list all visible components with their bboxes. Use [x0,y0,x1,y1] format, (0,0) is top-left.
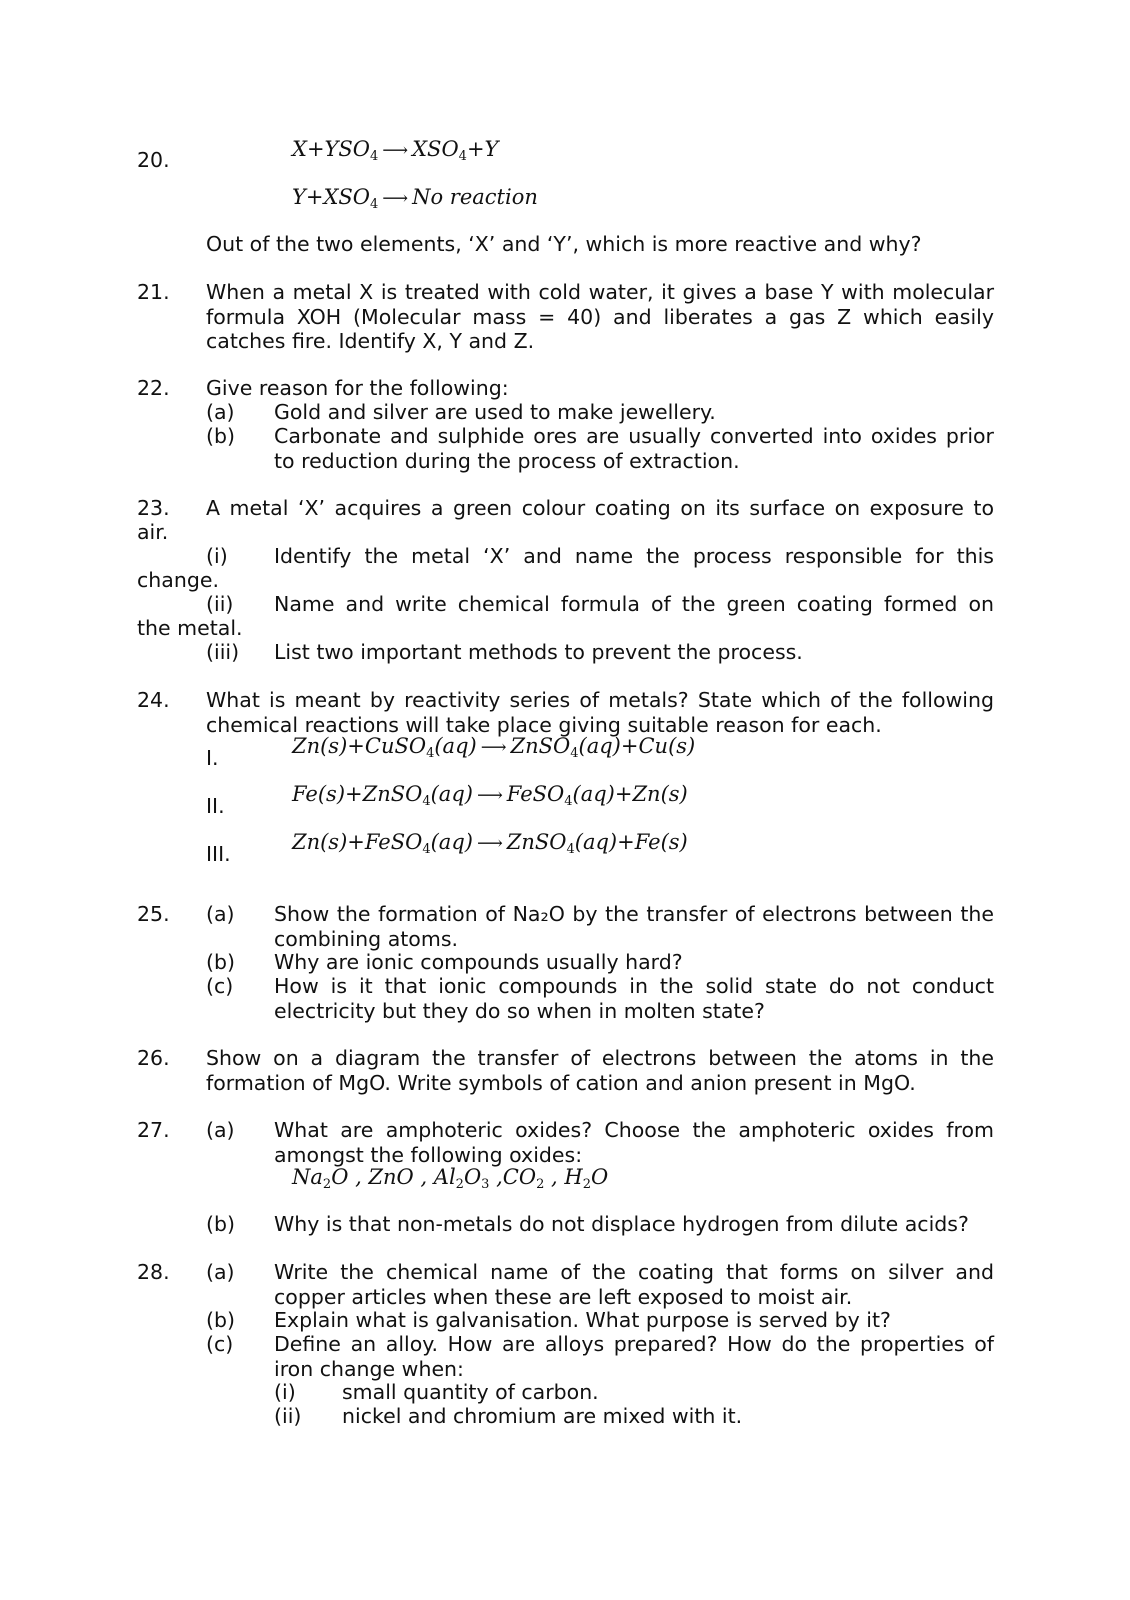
reaction-1-label: I. [206,746,219,770]
question-23-text-line2: air. [137,520,169,544]
question-25-c-label: (c) [206,974,234,998]
question-27-a-text: What are amphoteric oxides? Choose the amphoteric oxides from amongst the following oxides: [274,1118,994,1167]
reaction-3-equation: Zn(s)+FeSO$_4$(aq) ⟶ ZnSO$_4$(aq)+Fe(s) [292,830,688,857]
reaction-2-equation: Fe(s)+ZnSO$_4$(aq) ⟶ FeSO$_4$(aq)+Zn(s) [292,782,688,809]
question-number-20: 20. [137,148,170,172]
question-23-ii-line2: the metal. [137,616,243,640]
question-28-a-label: (a) [206,1260,235,1284]
question-22-a-text: Gold and silver are used to make jewellery. [274,400,716,424]
question-22-b-label: (b) [206,424,236,448]
equation-20-2: $Y+XSO_4$ ⟶ No reaction [292,185,538,212]
reaction-3-label: III. [206,842,231,866]
question-25-c-text: How is it that ionic compounds in the solid state do not conduct electricity but they do so when in molten state? [274,974,994,1023]
question-28-b-text: Explain what is galvanisation. What purpose is served by it? [274,1308,891,1332]
question-28-c-i-text: small quantity of carbon. [342,1380,599,1404]
question-23-i-line1: Identify the metal ‘X’ and name the process responsible for this [274,544,994,568]
question-23-i-line2: change. [137,568,219,592]
question-28-c-text: Define an alloy. How are alloys prepared? How do the properties of iron change when: [274,1332,994,1381]
question-23-i-label: (i) [206,544,228,568]
question-number-25: 25. [137,902,170,926]
question-20-text: Out of the two elements, ‘X’ and ‘Y’, which is more reactive and why? [206,232,922,256]
question-23-iii-text: List two important methods to prevent the process. [274,640,803,664]
question-28-c-i-label: (i) [274,1380,296,1404]
question-26-text: Show on a diagram the transfer of electrons between the atoms in the formation of MgO. Write symbols of cation and anion present in MgO. [206,1046,994,1095]
question-25-a-text: Show the formation of Na₂O by the transfer of electrons between the combining atoms. [274,902,994,951]
question-number-22: 22. [137,376,170,400]
question-25-a-label: (a) [206,902,235,926]
question-23-iii-label: (iii) [206,640,240,664]
question-number-23: 23. [137,496,170,520]
question-23-ii-line1: Name and write chemical formula of the green coating formed on [274,592,994,616]
question-21-text: When a metal X is treated with cold water, it gives a base Y with molecular formula XOH (Molecular mass = 40) and liberates a gas Z which easily catches fire. Identify X, Y and Z. [206,280,994,353]
question-27-a-label: (a) [206,1118,235,1142]
question-23-text-line1: A metal ‘X’ acquires a green colour coating on its surface on exposure to [206,496,994,520]
question-22-text: Give reason for the following: [206,376,509,400]
question-25-b-label: (b) [206,950,236,974]
question-28-a-text: Write the chemical name of the coating that forms on silver and copper articles when these are left exposed to moist air. [274,1260,994,1309]
question-28-b-label: (b) [206,1308,236,1332]
question-number-28: 28. [137,1260,170,1284]
reaction-1-equation: Zn(s)+CuSO$_4$(aq) ⟶ ZnSO$_4$(aq)+Cu(s) [292,734,696,761]
oxides-list: $Na_2O$ , ZnO , $Al_2O_3$ $,CO_2$ , $H_2O$ [292,1165,609,1192]
question-number-21: 21. [137,280,170,304]
question-28-c-ii-label: (ii) [274,1404,302,1428]
question-number-26: 26. [137,1046,170,1070]
question-number-24: 24. [137,688,170,712]
question-23-ii-label: (ii) [206,592,234,616]
question-22-b-text: Carbonate and sulphide ores are usually converted into oxides prior to reduction during the process of extraction. [274,424,994,473]
question-28-c-ii-text: nickel and chromium are mixed with it. [342,1404,743,1428]
question-22-a-label: (a) [206,400,235,424]
question-27-b-text: Why is that non-metals do not displace hydrogen from dilute acids? [274,1212,969,1236]
question-25-b-text: Why are ionic compounds usually hard? [274,950,683,974]
question-24-text: What is meant by reactivity series of metals? State which of the following chemical reactions will take place giving suitable reason for each. [206,688,994,737]
question-number-27: 27. [137,1118,170,1142]
question-27-b-label: (b) [206,1212,236,1236]
question-28-c-label: (c) [206,1332,234,1356]
equation-20-1: $X+YSO_4$ ⟶ $XSO_4+Y$ [292,137,499,164]
reaction-2-label: II. [206,794,225,818]
